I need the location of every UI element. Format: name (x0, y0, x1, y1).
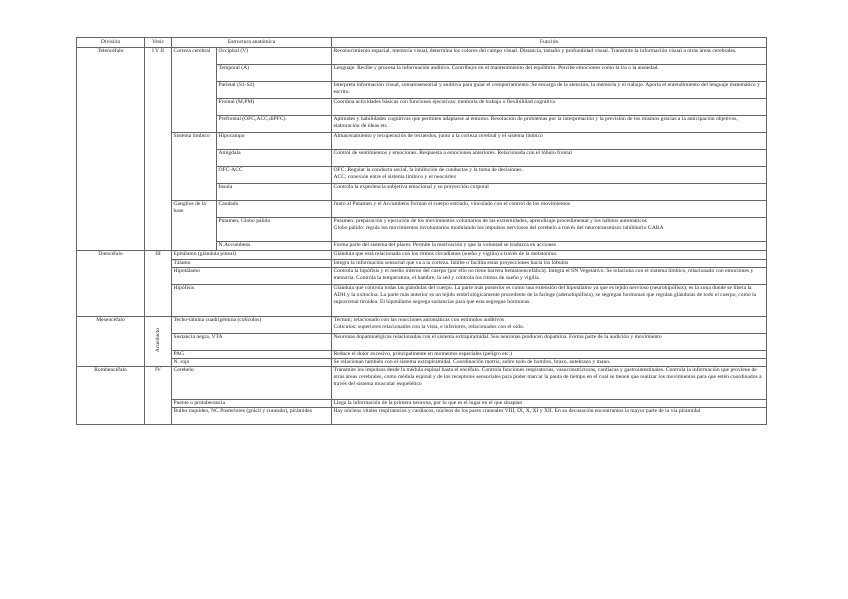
structure-cell: Temporal (A) (217, 65, 332, 82)
function-cell: Transmite los impulsos desde la médula espinal hasta el encéfalo. Controla funciones respiratorias, vasoconstrictoras, cardíacas y gastrointestinales. Controla la información que proviene de otras áreas cerebrales, como médula espinal y de los receptores sensoriales para poder marcar la pauta de tiempo en el cual se tienen que realizar los movimientos para que estén coordinados a través del sistema muscular esquelético (332, 367, 767, 400)
table-row (77, 408, 767, 425)
structure-cell: Puente o protuberancia (172, 400, 332, 408)
header-vesicle: Vesíc (145, 38, 172, 48)
structure-cell: Prefrontal (OFC,ACC,dlPFC) (217, 116, 332, 133)
function-cell: Interpreta información visual, somatosensorial y auditiva para guiar el comportamiento. Se encarga de la atención, la memoria y el trabajo. Aporta el entendimiento del lenguaje matemático y escrito. (332, 82, 767, 99)
group-limbico: Sistema límbico (172, 133, 217, 201)
function-cell: Almacenamiento y recuperación de recuerdos, junto a la corteza cerebral y el sistema límbico (332, 133, 767, 150)
structure-cell: Cerebelo (172, 367, 332, 400)
vesicle-mesencefalo (145, 317, 172, 367)
structure-cell: Occipital (V) (217, 48, 332, 65)
structure-cell: Tálamo (172, 260, 332, 268)
table-row (77, 351, 767, 359)
function-cell (332, 317, 767, 334)
structure-cell: Frontal (M,PM) (217, 99, 332, 116)
function-line: Putamen: preparación y ejecución de los movimientos voluntarios de las extremidades, aprendizaje procedimental y los hábitos automáticos (333, 218, 647, 224)
structure-cell: Sustancia negra, VTA (172, 334, 332, 351)
group-ganglios: Ganglios de la base (172, 201, 217, 251)
function-line: Téctum; relacionado con las reacciones automáticas con estímulos auditivos (333, 317, 505, 323)
function-cell: Junto al Putamen y el Accumbens forman el cuerpo estriado, vinculado con el control de los movimientos (332, 201, 767, 218)
function-cell (332, 167, 767, 184)
function-cell (332, 218, 767, 242)
function-line: ACC: conexión entre el sistema límbico y el neocórtex (333, 173, 457, 180)
structure-cell: PAG (172, 351, 332, 359)
structure-cell: Techo-lámina cuadrigémina (colículos) (172, 317, 332, 334)
table-row (77, 48, 767, 65)
structure-cell: N.Accumbens (217, 242, 332, 251)
division-diencefalo: Diencéfalo (77, 251, 145, 317)
brain-structures-table (76, 37, 767, 425)
structure-cell: Caudado (217, 201, 332, 218)
division-telencefalo: Telencéfalo (77, 48, 145, 251)
function-line: Globo pálido: regula los movimientos involuntarios modulando los impulsos nerviosos del cerebelo a través del neurotransmisor inhibitorio GABA (333, 224, 664, 231)
structure-cell: Hipófisis (172, 285, 332, 317)
structure-cell: Hipocampo (217, 133, 332, 150)
structure-cell: N. rojo (172, 359, 332, 367)
table-row (77, 251, 767, 260)
function-cell: Reduce el dolor excesivo, principalmente en momentos especiales (peligro etc.) (332, 351, 767, 359)
vesicle-diencefalo: III (145, 251, 172, 317)
vesicle-rombencefalo: IV (145, 367, 172, 425)
table-row (77, 260, 767, 268)
function-cell: Llega la información de la primera neurona, por lo que es el lugar en el que sinaptan (332, 400, 767, 408)
function-cell: Control de sentimientos y emociones. Respuesta a emociones anteriores. Relacionada con el lóbulo frontal (332, 150, 767, 167)
table-row (77, 334, 767, 351)
vesicle-telencefalo: I Y II (145, 48, 172, 251)
function-cell: Reconocimiento espacial, memoria visual, determina los colores del campo visual. Distancia, tamaño y profundidad visual. Transmite la información visual a otras áreas cerebrales. (332, 48, 767, 65)
function-cell: Controla la hipófisis y el medio interno del cuerpo (por ello no tiene barrera hematoencefálica). Integra el SN Vegetativo. Se relaciona con el sistema límbico, relacionado con emociones y memoria. Controla la temperatura, el hambre, la sed y controla los ritmos de sueño y vigilia. (332, 268, 767, 285)
structure-cell: Parietal (S1-S2) (217, 82, 332, 99)
structure-cell: Epitálamo (glándula pineal) (172, 251, 332, 260)
function-cell: Controla la experiencia subjetiva emocional y su proyección corporal (332, 184, 767, 201)
table-header-row (77, 38, 767, 48)
table-row (77, 133, 767, 150)
table-row (77, 400, 767, 408)
function-cell: Glándula que está relacionada con los ritmos circadianos (sueño y vigilia) a través de la melatonina. (332, 251, 767, 260)
vesicle-label: Acueducto (154, 327, 161, 353)
function-cell: Glándula que controla todas las glándulas del cuerpo. La parte más posterior es como una extensión del hipotálamo ya que es tejido nervioso (neurohipófisis); es la zona donde se libera la ADH y la oxitocina. La parte más anterior es un tejido embriológicamente procedente de la faringe (adenohipófisis), se segregan hormonas que regulan glándulas de todo el cuerpo, como la suprarrenal tiroidea. El hipotálamo segrega sustancias para que esta segregue hormonas. (332, 285, 767, 317)
group-corteza: Corteza cerebral (172, 48, 217, 133)
function-cell: Aptitudes y habilidades cognitivas que permiten adaptarse al entorno. Resolución de problemas por la interpretación y la previsión de los mismos gracias a la anticipación objetivos, elaboración de ideas etc. (332, 116, 767, 133)
function-cell: Coordina actividades básicas con funciones ejecutivas: memoria de trabajo o flexibilidad cognitiva (332, 99, 767, 116)
structure-cell: Bulbo raquídeo, NC Posteriores (grácil y cuneado), pirámides (172, 408, 332, 425)
function-cell: Hay núcleos vitales respiratorios y cardíacos, núcleos de los pares craneales VIII, IX, X, XI y XII. En su decusación encontramos la mayor parte de la vía piramidal (332, 408, 767, 425)
table-row (77, 359, 767, 367)
structure-cell: Putamen, Globo pálido (217, 218, 332, 242)
structure-cell: Amígdala (217, 150, 332, 167)
division-mesencefalo: Mesencéfalo (77, 317, 145, 367)
table-row (77, 285, 767, 317)
table-row (77, 317, 767, 334)
structure-cell: OFC-ACC (217, 167, 332, 184)
table-row (77, 201, 767, 218)
structure-cell: Ínsula (217, 184, 332, 201)
header-division: División (77, 38, 145, 48)
function-line: Colículos: superiores relacionados con la vista, e inferiores, relacionados con el oído. (333, 323, 525, 330)
function-cell: Forma parte del sistema del placer. Permite la motivación y que la voluntad se traduzca en acciones (332, 242, 767, 251)
function-line: OFC: Regular la conducta social, la inhibición de conductas y la toma de decisiones. (333, 167, 523, 173)
function-cell: Integra la información sensorial que va a la corteza. Inhibe o facilita estas proyecciones hacia los lóbulos (332, 260, 767, 268)
header-structure: Estructura anatómica (172, 38, 332, 48)
function-cell: Lenguaje. Recibe y procesa la información auditiva. Contribuye en el mantenimiento del equilibrio. Percibe emociones como la ira o la ansiedad. (332, 65, 767, 82)
header-function: Función (332, 38, 767, 48)
table-row (77, 268, 767, 285)
function-cell: Se relacionan también con el sistema extrapiramidal. Coordinación motriz, sobre todo de hombro, brazo, antebrazo y mano. (332, 359, 767, 367)
function-cell: Neuronas dopaminérgicas relacionadas con el sistema extrapiramidal. Sus neuronas producen dopamina. Forma parte de la audición y movimiento (332, 334, 767, 351)
division-rombencefalo: Rombencéfalo (77, 367, 145, 425)
structure-cell: Hipotálamo (172, 268, 332, 285)
table-row (77, 367, 767, 400)
